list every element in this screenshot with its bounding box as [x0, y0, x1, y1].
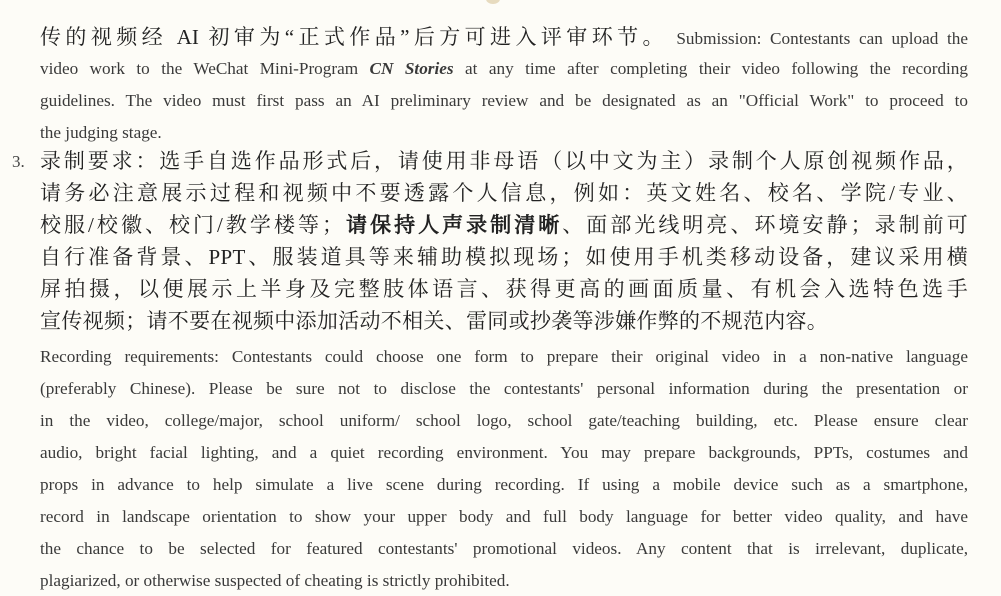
item3-en-line: record in landscape orientation to show your upper body and full body language for better video quality, and have: [40, 507, 968, 526]
text: 校服/校徽、校门/教学楼等；: [40, 213, 344, 237]
text: 、面部光线明亮、环境安静；录制前可: [562, 213, 968, 237]
item3-en-line: props in advance to help simulate a live scene during recording. If using a mobile device such as a smartphone,: [40, 475, 968, 494]
item2-zh-text: 传的视频经 AI 初审为“正式作品”后方可进入评审环节。: [40, 25, 668, 49]
item3-en-line: Recording requirements: Contestants could choose one form to prepare their original video in a non-native language: [40, 347, 968, 366]
item3-zh-line: 录制要求：选手自选作品形式后，请使用非母语（以中文为主）录制个人原创视频作品，: [40, 149, 968, 173]
decorative-ornament: [486, 0, 500, 4]
list-number: 3.: [12, 152, 25, 171]
item2-tail-line-3: guidelines. The video must first pass an AI preliminary review and be designated as an "Official Work" to proceed to: [40, 91, 968, 110]
item3-zh-line: 请务必注意展示过程和视频中不要透露个人信息，例如：英文姓名、校名、学院/专业、: [40, 181, 968, 205]
item2-tail-line-4: the judging stage.: [40, 123, 162, 142]
text: at any time after completing their video following the recording: [453, 59, 968, 78]
item3-en-line: plagiarized, or otherwise suspected of cheating is strictly prohibited.: [40, 571, 510, 590]
item3-en-line: (preferably Chinese). Please be sure not to disclose the contestants' personal information during the presentation or: [40, 379, 968, 398]
item2-en-text: Submission: Contestants can upload the: [676, 29, 969, 48]
item3-en-line: the chance to be selected for featured contestants' promotional videos. Any content that is irrelevant, duplicate,: [40, 539, 968, 558]
item3-zh-line: 自行准备背景、PPT、服装道具等来辅助模拟现场；如使用手机类移动设备，建议采用横: [40, 245, 968, 269]
app-name: CN Stories: [369, 59, 454, 78]
item3-zh-line: [40, 210, 968, 240]
item3-en-line: in the video, college/major, school uniform/ school logo, school gate/teaching building, etc. Please ensure clear: [40, 411, 968, 430]
item2-tail-line-1: [40, 22, 968, 52]
item2-tail-line-2: [40, 54, 968, 84]
item3-zh-line: 宣传视频；请不要在视频中添加活动不相关、雷同或抄袭等涉嫌作弊的不规范内容。: [40, 309, 829, 333]
text: video work to the WeChat Mini-Program: [40, 59, 370, 78]
item3-en-line: audio, bright facial lighting, and a quiet recording environment. You may prepare backgrounds, PPTs, costumes and: [40, 443, 968, 462]
item3-zh-line: 屏拍摄，以便展示上半身及完整肢体语言、获得更高的画面质量、有机会入选特色选手: [40, 277, 968, 301]
emphasized-text: 请保持人声录制清晰: [343, 213, 563, 237]
